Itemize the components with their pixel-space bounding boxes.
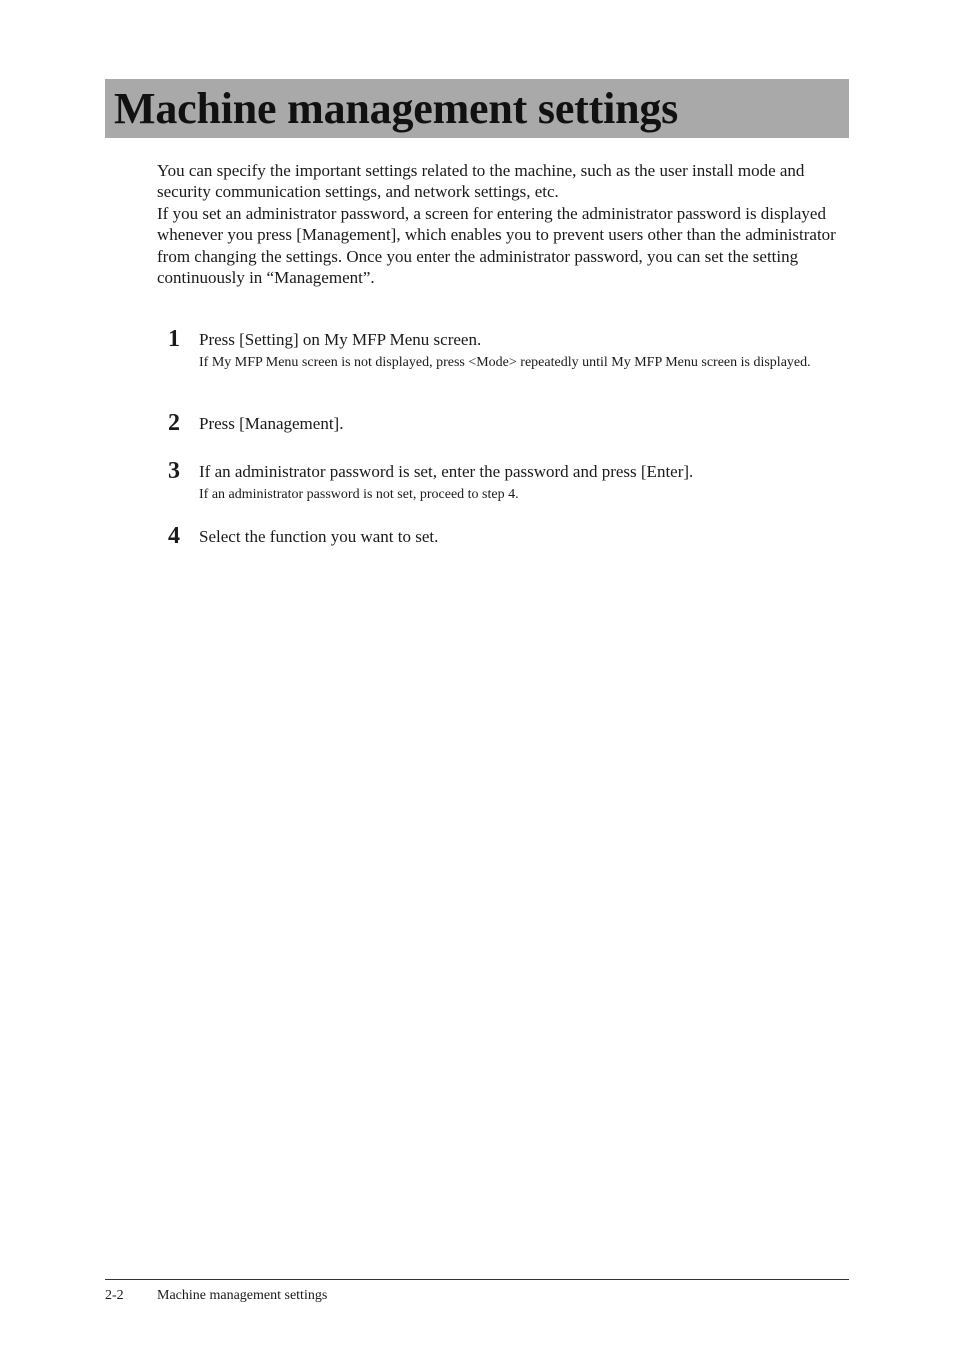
step-instruction: Select the function you want to set.	[199, 527, 439, 546]
step-number: 4	[168, 523, 180, 549]
step-number: 3	[168, 458, 180, 484]
page-title: Machine management settings	[114, 84, 679, 133]
step-instruction: If an administrator password is set, enter the password and press [Enter].	[199, 462, 694, 481]
footer-page-number: 2-2	[105, 1288, 124, 1303]
intro-text	[157, 160, 857, 288]
step-number: 2	[168, 410, 180, 436]
title-bar	[105, 79, 849, 138]
footer-section-title: Machine management settings	[157, 1288, 328, 1303]
step-note: If an administrator password is not set, proceed to step 4.	[199, 487, 519, 502]
intro-paragraph: You can specify the important settings related to the machine, such as the user install mode and security communication settings, and network settings, etc.	[157, 161, 805, 202]
step-instruction: Press [Setting] on My MFP Menu screen.	[199, 330, 482, 349]
footer-divider	[105, 1279, 849, 1280]
step-note: If My MFP Menu screen is not displayed, press <Mode> repeatedly until My MFP Menu screen is displayed.	[199, 355, 811, 370]
step-instruction: Press [Management].	[199, 414, 344, 433]
intro-paragraph: If you set an administrator password, a screen for entering the administrator password is displayed whenever you press [Management], which enables you to prevent users other than the administrator from changing the settings. Once you enter the administrator password, you can set the setting continuously in “Management”.	[157, 203, 836, 288]
step-number: 1	[168, 326, 180, 352]
